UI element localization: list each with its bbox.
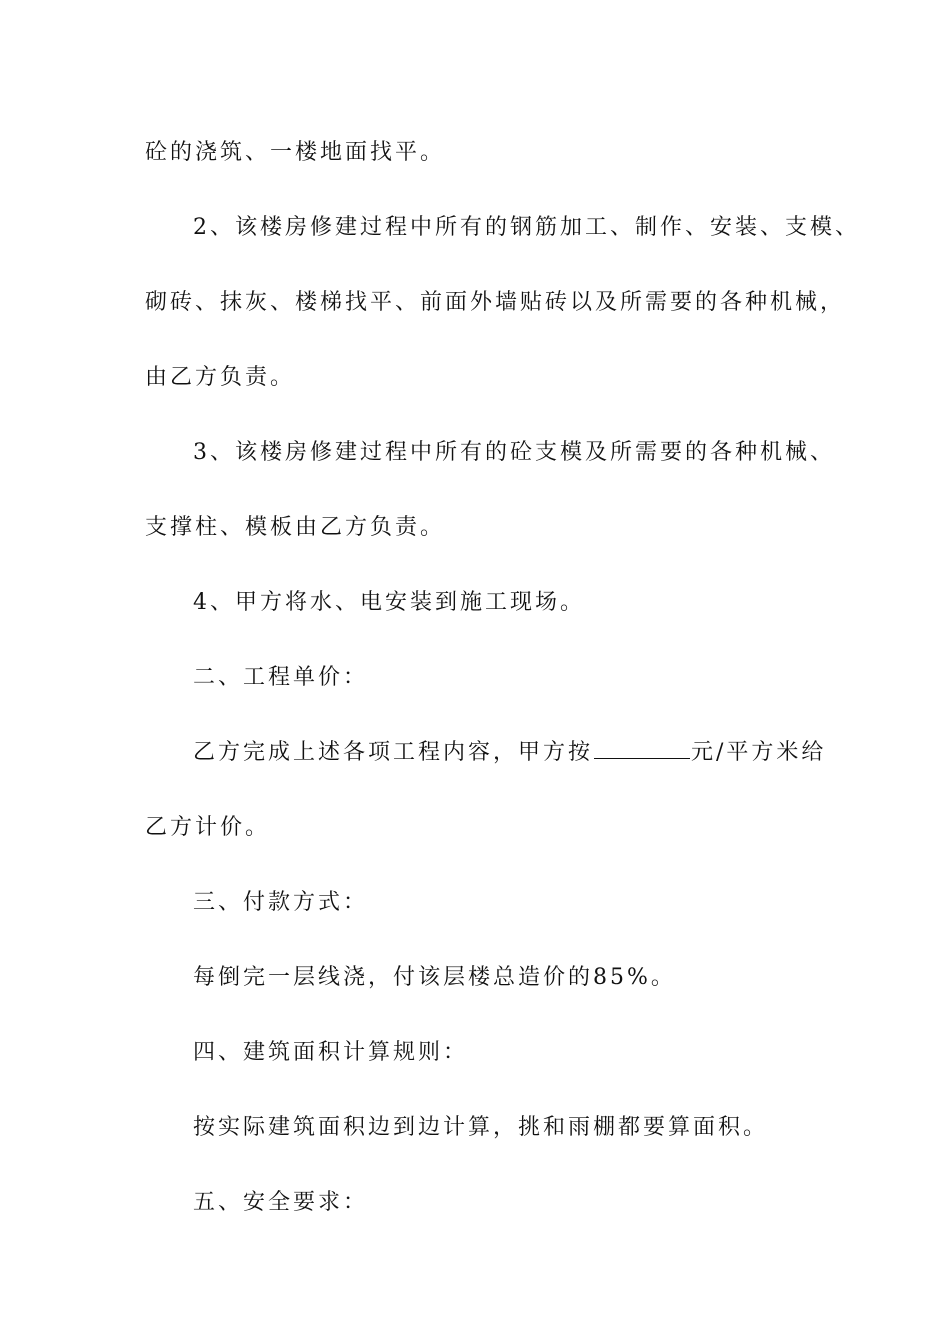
- text-line-5: 3、该楼房修建过程中所有的砼支模及所需要的各种机械、: [193, 440, 835, 465]
- text-line-1: 砼的浇筑、一楼地面找平。: [145, 140, 446, 165]
- document-body: [145, 128, 860, 1253]
- price-text-before: 乙方完成上述各项工程内容，甲方按: [193, 740, 594, 765]
- text-line-12: 每倒完一层线浇，付该层楼总造价的85%。: [193, 965, 676, 990]
- text-line-6: 支撑柱、模板由乙方负责。: [145, 515, 446, 540]
- text-line-4: 由乙方负责。: [145, 365, 296, 390]
- text-line-10: 乙方计价。: [145, 815, 271, 840]
- section-heading-unit-price: 二、工程单价：: [193, 665, 369, 690]
- text-line-3: 砌砖、抹灰、楼梯找平、前面外墙贴砖以及所需要的各种机械，: [145, 290, 846, 315]
- text-line-7: 4、甲方将水、电安装到施工现场。: [193, 590, 585, 615]
- section-heading-payment: 三、付款方式：: [193, 890, 369, 915]
- text-line-14: 按实际建筑面积边到边计算，挑和雨棚都要算面积。: [193, 1115, 769, 1140]
- text-line-2: 2、该楼房修建过程中所有的钢筋加工、制作、安装、支模、: [193, 215, 860, 240]
- section-heading-safety: 五、安全要求：: [193, 1190, 369, 1215]
- section-heading-area-rules: 四、建筑面积计算规则：: [193, 1040, 469, 1065]
- text-line-price: [145, 728, 825, 803]
- price-blank-field: [594, 728, 690, 759]
- price-text-after: 元/平方米给: [691, 740, 827, 765]
